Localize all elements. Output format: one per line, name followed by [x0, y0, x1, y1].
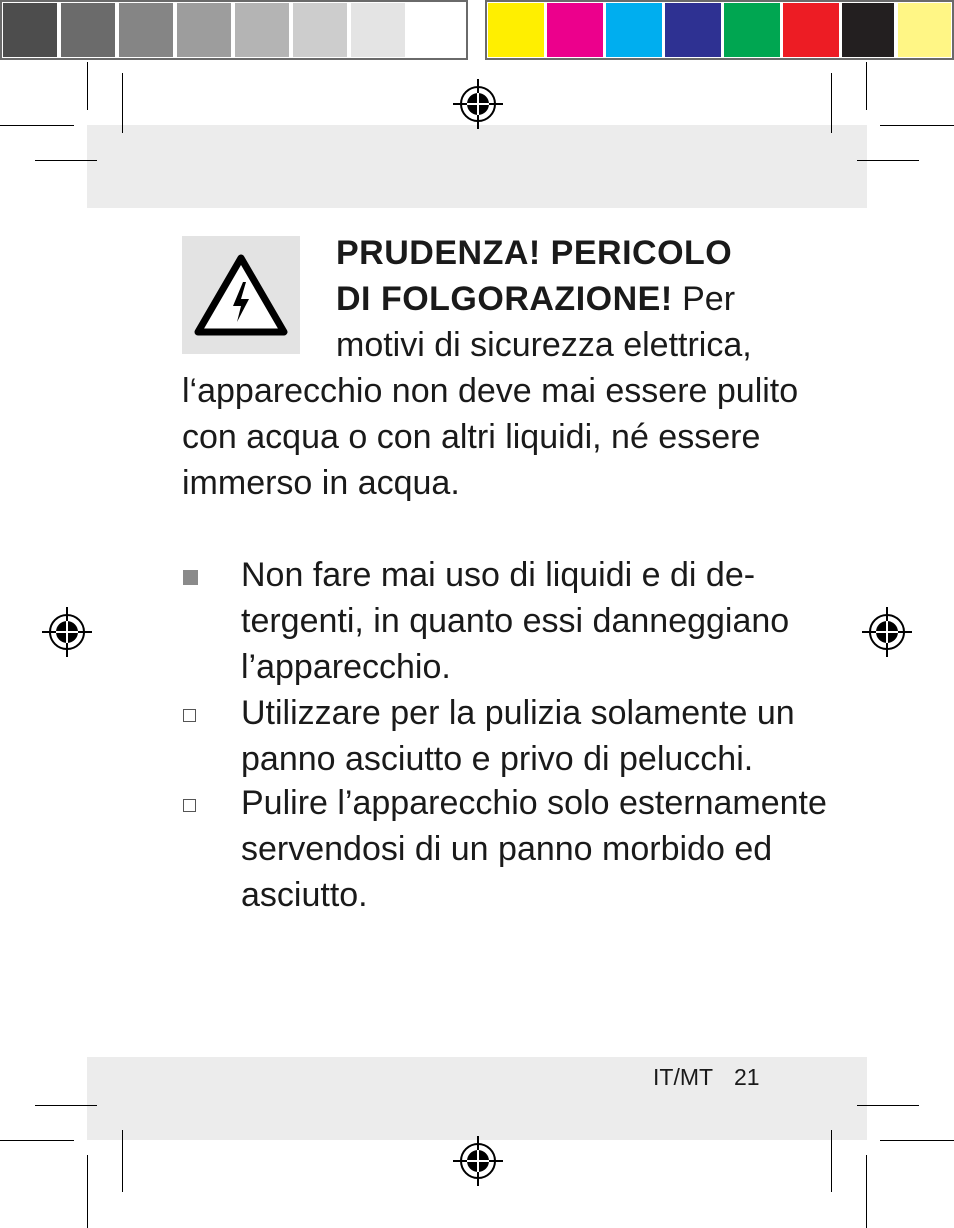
crop-mark — [857, 160, 919, 161]
page-number: 21 — [734, 1064, 760, 1090]
list-item-line: panno asciutto e privo di pelucchi. — [241, 740, 754, 778]
footer-language: IT/MT — [653, 1064, 714, 1090]
color-swatch-magenta — [547, 3, 603, 57]
list-item-line: Pulire l’apparecchio solo esternamente — [241, 784, 827, 822]
crop-mark — [831, 73, 832, 133]
gray-swatch — [351, 3, 405, 57]
crop-mark — [122, 73, 123, 133]
crop-mark — [35, 160, 97, 161]
gray-swatch — [235, 3, 289, 57]
crop-mark — [0, 125, 74, 126]
crop-mark — [87, 62, 88, 110]
warning-body-line: motivi di sicurezza elettrica, — [336, 326, 752, 364]
crop-mark — [87, 1155, 88, 1228]
list-item-line: servendosi di un panno morbido ed — [241, 830, 773, 868]
electric-hazard-icon — [182, 236, 300, 354]
bullet-checkbox — [183, 799, 196, 812]
color-swatch-red — [783, 3, 839, 57]
crop-mark — [122, 1130, 123, 1192]
list-item-line: tergenti, in quanto essi danneggiano — [241, 602, 790, 640]
registration-mark-icon — [40, 605, 94, 659]
gray-swatch — [409, 3, 465, 57]
registration-mark-icon — [860, 605, 914, 659]
color-swatch-blue — [665, 3, 721, 57]
warning-heading-text: DI FOLGORAZIONE! — [336, 280, 673, 318]
list-item-line: Non fare mai uso di liquidi e di de- — [241, 556, 756, 594]
warning-heading-line1: PRUDENZA! PERICOLO — [336, 234, 733, 272]
crop-mark — [880, 1140, 954, 1141]
warning-body-start: Per — [672, 280, 736, 318]
list-item-line: l’apparecchio. — [241, 648, 451, 686]
color-calibration-bar — [0, 0, 954, 62]
gray-swatch — [293, 3, 347, 57]
bullet-checkbox — [183, 709, 196, 722]
list-item-line: Utilizzare per la pulizia solamente un — [241, 694, 795, 732]
registration-mark-icon — [451, 77, 505, 131]
warning-heading-line2 — [336, 276, 735, 322]
crop-mark — [866, 1155, 867, 1228]
gray-swatch — [3, 3, 57, 57]
crop-mark — [880, 125, 954, 126]
crop-mark — [857, 1105, 919, 1106]
gray-swatch — [177, 3, 231, 57]
warning-body-line: con acqua o con altri liquidi, né essere — [182, 418, 761, 456]
crop-mark — [0, 1140, 74, 1141]
list-item-line: asciutto. — [241, 876, 368, 914]
color-swatch-black — [842, 3, 894, 57]
registration-mark-icon — [451, 1134, 505, 1188]
color-swatch-yellow — [488, 3, 544, 57]
warning-icon-box — [182, 236, 300, 354]
bullet-square-filled — [183, 570, 198, 585]
crop-mark — [866, 62, 867, 110]
gray-swatch — [61, 3, 115, 57]
crop-mark — [35, 1105, 97, 1106]
gray-swatch — [119, 3, 173, 57]
warning-body-line: l‘apparecchio non deve mai essere pulito — [182, 372, 799, 410]
warning-body-line: immerso in acqua. — [182, 464, 460, 502]
color-swatch-green — [724, 3, 780, 57]
crop-mark — [831, 1130, 832, 1192]
color-swatch-cyan — [606, 3, 662, 57]
color-swatch-light-yellow — [898, 3, 951, 57]
header-band — [87, 125, 867, 208]
